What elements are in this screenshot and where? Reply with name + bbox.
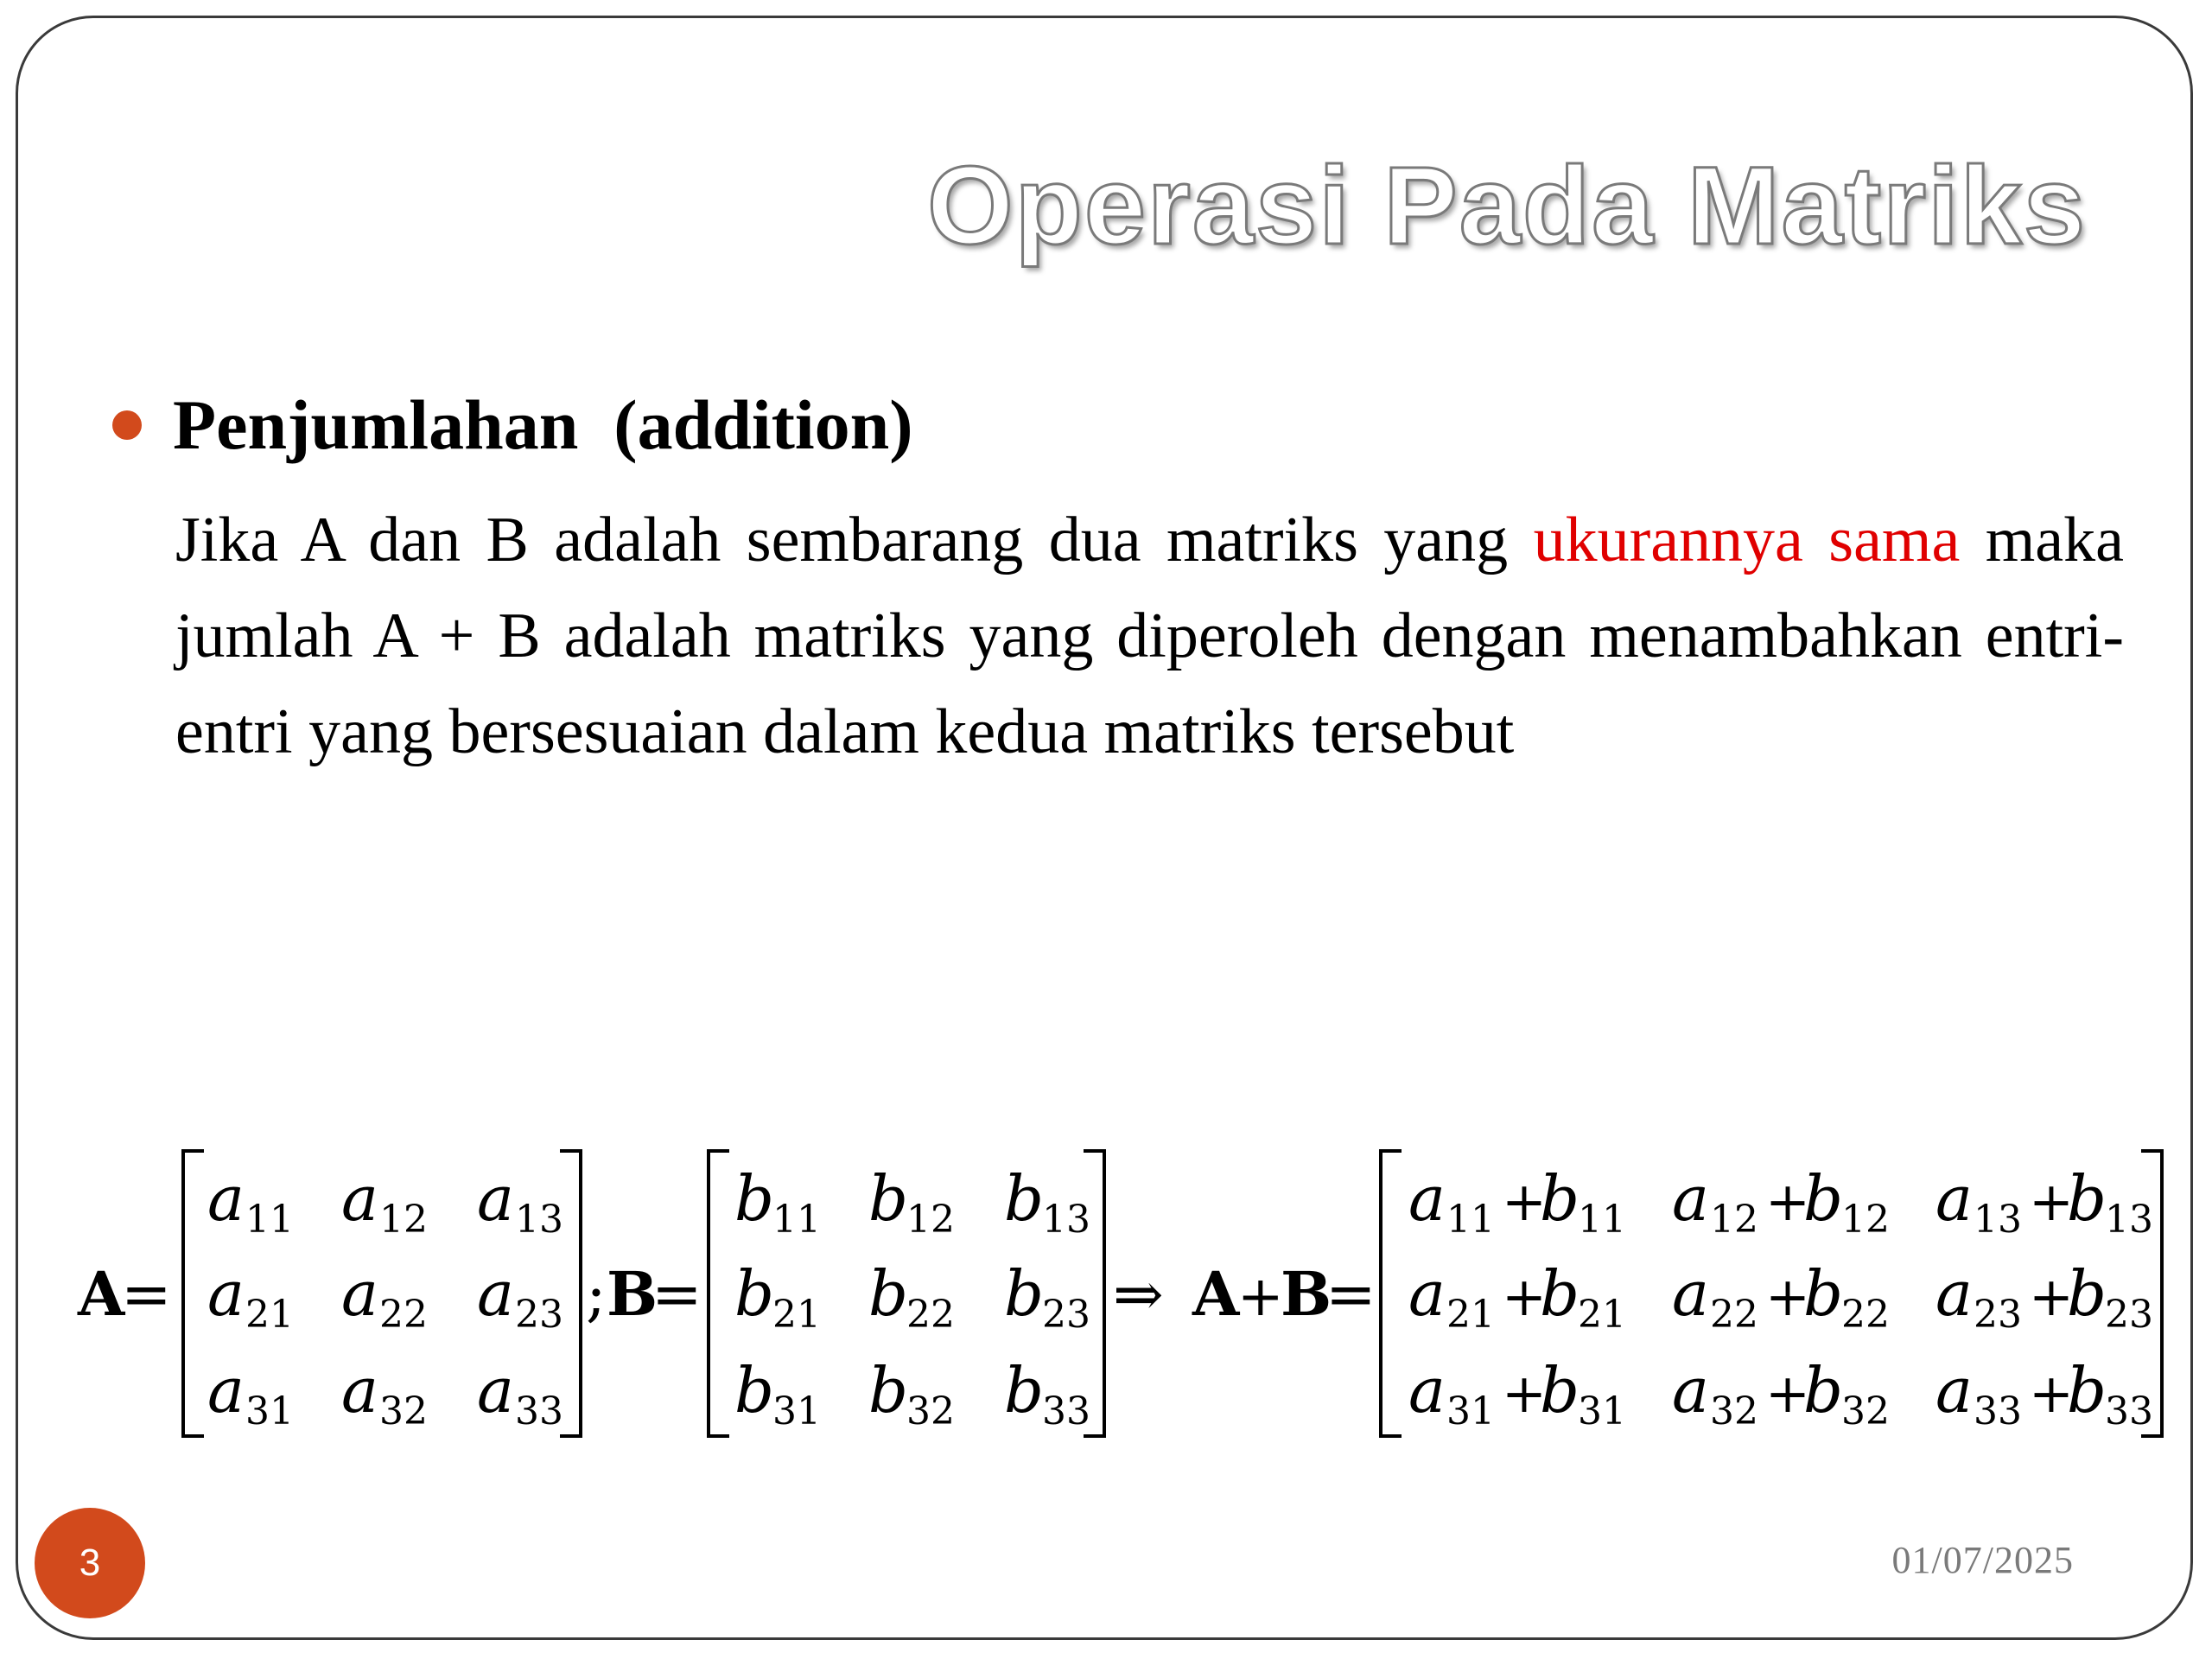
sum-matrix-entry-a-letter: a — [1672, 1162, 1709, 1235]
semicolon: ; — [586, 1259, 607, 1330]
matrix-b-entry-letter: b — [1004, 1354, 1045, 1427]
sum-matrix-entry-a-letter: a — [1408, 1162, 1446, 1235]
matrix-b-entry-letter: b — [868, 1162, 909, 1235]
matrix-b-entry-subscript: 22 — [906, 1293, 955, 1337]
sum-matrix-entry-b-subscript: 21 — [1578, 1293, 1626, 1337]
sum-matrix-entry-a-subscript: 13 — [1974, 1198, 2022, 1242]
matrix-a-entry-subscript: 22 — [379, 1293, 428, 1337]
matrix-a-entry-letter: a — [341, 1354, 378, 1427]
matrix-b-entry-letter: b — [1004, 1162, 1045, 1235]
sum-matrix-entry-a-subscript: 32 — [1710, 1389, 1758, 1433]
sum-matrix-entry-a-subscript: 33 — [1974, 1389, 2022, 1433]
matrix-b-entry-letter: b — [868, 1257, 909, 1330]
matrix-a-entry-letter: a — [477, 1257, 514, 1330]
sum-matrix-entry-b-subscript: 22 — [1841, 1293, 1890, 1337]
paragraph-highlight: ukurannya sama — [1533, 505, 1961, 575]
sum-matrix-left-bracket — [1381, 1151, 1402, 1436]
bullet-item — [112, 385, 913, 466]
matrix-a-label: A — [78, 1258, 125, 1330]
sum-matrix-entry-b-letter: b — [2067, 1162, 2107, 1235]
paragraph-text-end: maka jumlah A + B adalah matriks yang diperoleh dengan menambahkan entri-entri yang bersesuaian dalam kedua matriks tersebut — [175, 505, 2124, 767]
sum-matrix-plus: + — [1502, 1170, 1547, 1233]
plus-sign: + — [1237, 1265, 1284, 1329]
matrix-b-entry-subscript: 23 — [1042, 1293, 1090, 1337]
matrix-a-entry-letter: a — [341, 1162, 378, 1235]
sum-matrix-entry-b-letter: b — [1540, 1257, 1580, 1330]
sum-matrix-plus: + — [1502, 1362, 1547, 1425]
equals-sign: = — [652, 1259, 702, 1330]
sum-matrix-entry-a-subscript: 31 — [1446, 1389, 1495, 1433]
matrix-b-entry-letter: b — [734, 1162, 775, 1235]
matrix-a-entry-subscript: 32 — [379, 1389, 428, 1433]
sum-matrix-plus: + — [2029, 1362, 2074, 1425]
equals-sign: = — [121, 1259, 172, 1330]
matrix-a-entry-subscript: 23 — [515, 1293, 563, 1337]
matrix-a-entry-letter: a — [477, 1162, 514, 1235]
sum-matrix-plus: + — [1502, 1265, 1547, 1328]
sum-matrix-entry-b-subscript: 11 — [1578, 1198, 1626, 1242]
sum-matrix-entry-a-letter: a — [1408, 1257, 1446, 1330]
sum-matrix-entry-a-subscript: 21 — [1446, 1293, 1495, 1337]
sum-b-label: B — [1281, 1258, 1332, 1330]
matrix-b-label: B — [607, 1258, 658, 1330]
sum-matrix-entry-b-subscript: 32 — [1841, 1389, 1890, 1433]
sum-matrix-entry-b-letter: b — [2067, 1257, 2107, 1330]
matrix-a-left-bracket — [183, 1151, 204, 1436]
sum-matrix-entry-a-subscript: 12 — [1710, 1198, 1758, 1242]
sum-matrix-entry-b-letter: b — [1803, 1354, 1844, 1427]
sum-matrix-entry-a-letter: a — [1672, 1354, 1709, 1427]
matrix-a-entry-subscript: 11 — [245, 1198, 294, 1242]
matrix-b-entry-subscript: 31 — [772, 1389, 821, 1433]
sum-matrix-entry-b-letter: b — [2067, 1354, 2107, 1427]
sum-matrix-entry-b-letter: b — [1540, 1162, 1580, 1235]
bullet-dot-icon — [112, 410, 142, 440]
matrix-b-entry-letter: b — [734, 1354, 775, 1427]
matrix-b-entry-subscript: 32 — [906, 1389, 955, 1433]
sum-matrix-entry-b-letter: b — [1803, 1257, 1844, 1330]
sum-matrix-entry-b-subscript: 31 — [1578, 1389, 1626, 1433]
sum-matrix-entry-b-letter: b — [1803, 1162, 1844, 1235]
matrix-b-entry-letter: b — [734, 1257, 775, 1330]
page-number-badge: 3 — [35, 1508, 145, 1618]
slide-title: Operasi Pada Matriks — [927, 144, 2087, 268]
sum-matrix-entry-b-subscript: 33 — [2105, 1389, 2153, 1433]
bullet-heading: Penjumlahan (addition) — [173, 385, 913, 464]
paragraph-text-start: Jika A dan B adalah sembarang dua matriks yang — [175, 505, 1534, 575]
sum-matrix-entry-a-letter: a — [1408, 1354, 1446, 1427]
sum-matrix-entry-a-letter: a — [1936, 1257, 1973, 1330]
sum-matrix-entry-a-subscript: 23 — [1974, 1293, 2022, 1337]
sum-matrix-entry-a-letter: a — [1936, 1354, 1973, 1427]
matrix-a-entry-letter: a — [207, 1354, 245, 1427]
matrix-b-entry-subscript: 11 — [772, 1198, 821, 1242]
matrix-b-entry-letter: b — [868, 1354, 909, 1427]
equals-sign: = — [1325, 1259, 1376, 1330]
matrix-a-entry-letter: a — [477, 1354, 514, 1427]
sum-matrix-plus: + — [2029, 1170, 2074, 1233]
matrix-b-entry-subscript: 21 — [772, 1293, 821, 1337]
sum-matrix-plus: + — [1765, 1362, 1810, 1425]
sum-matrix-entry-b-subscript: 13 — [2105, 1198, 2153, 1242]
matrix-b-left-bracket — [709, 1151, 729, 1436]
matrix-b-entry-subscript: 33 — [1042, 1389, 1090, 1433]
matrix-a-entry-subscript: 21 — [245, 1293, 294, 1337]
matrix-a-entry-letter: a — [207, 1257, 245, 1330]
matrix-addition-formula — [78, 1151, 2169, 1436]
matrix-a-entry-subscript: 31 — [245, 1389, 294, 1433]
matrix-a-entry-subscript: 33 — [515, 1389, 563, 1433]
sum-matrix-entry-b-subscript: 12 — [1841, 1198, 1890, 1242]
slide-date: 01/07/2025 — [1891, 1539, 2074, 1581]
sum-matrix-entry-b-subscript: 23 — [2105, 1293, 2153, 1337]
sum-a-label: A — [1192, 1258, 1240, 1330]
implies-arrow: ⇒ — [1113, 1259, 1164, 1330]
sum-matrix-plus: + — [2029, 1265, 2074, 1328]
sum-matrix-entry-a-subscript: 22 — [1710, 1293, 1758, 1337]
matrix-a-entry-letter: a — [207, 1162, 245, 1235]
matrix-a-entry-subscript: 12 — [379, 1198, 428, 1242]
matrix-a-entry-letter: a — [341, 1257, 378, 1330]
sum-matrix-entry-b-letter: b — [1540, 1354, 1580, 1427]
definition-paragraph — [175, 493, 2124, 780]
matrix-b-entry-subscript: 12 — [906, 1198, 955, 1242]
matrix-b-entry-subscript: 13 — [1042, 1198, 1090, 1242]
matrix-a-entry-subscript: 13 — [515, 1198, 563, 1242]
sum-matrix-entry-a-letter: a — [1936, 1162, 1973, 1235]
sum-matrix-plus: + — [1765, 1170, 1810, 1233]
matrix-b-entry-letter: b — [1004, 1257, 1045, 1330]
sum-matrix-entry-a-letter: a — [1672, 1257, 1709, 1330]
sum-matrix-plus: + — [1765, 1265, 1810, 1328]
sum-matrix-entry-a-subscript: 11 — [1446, 1198, 1495, 1242]
